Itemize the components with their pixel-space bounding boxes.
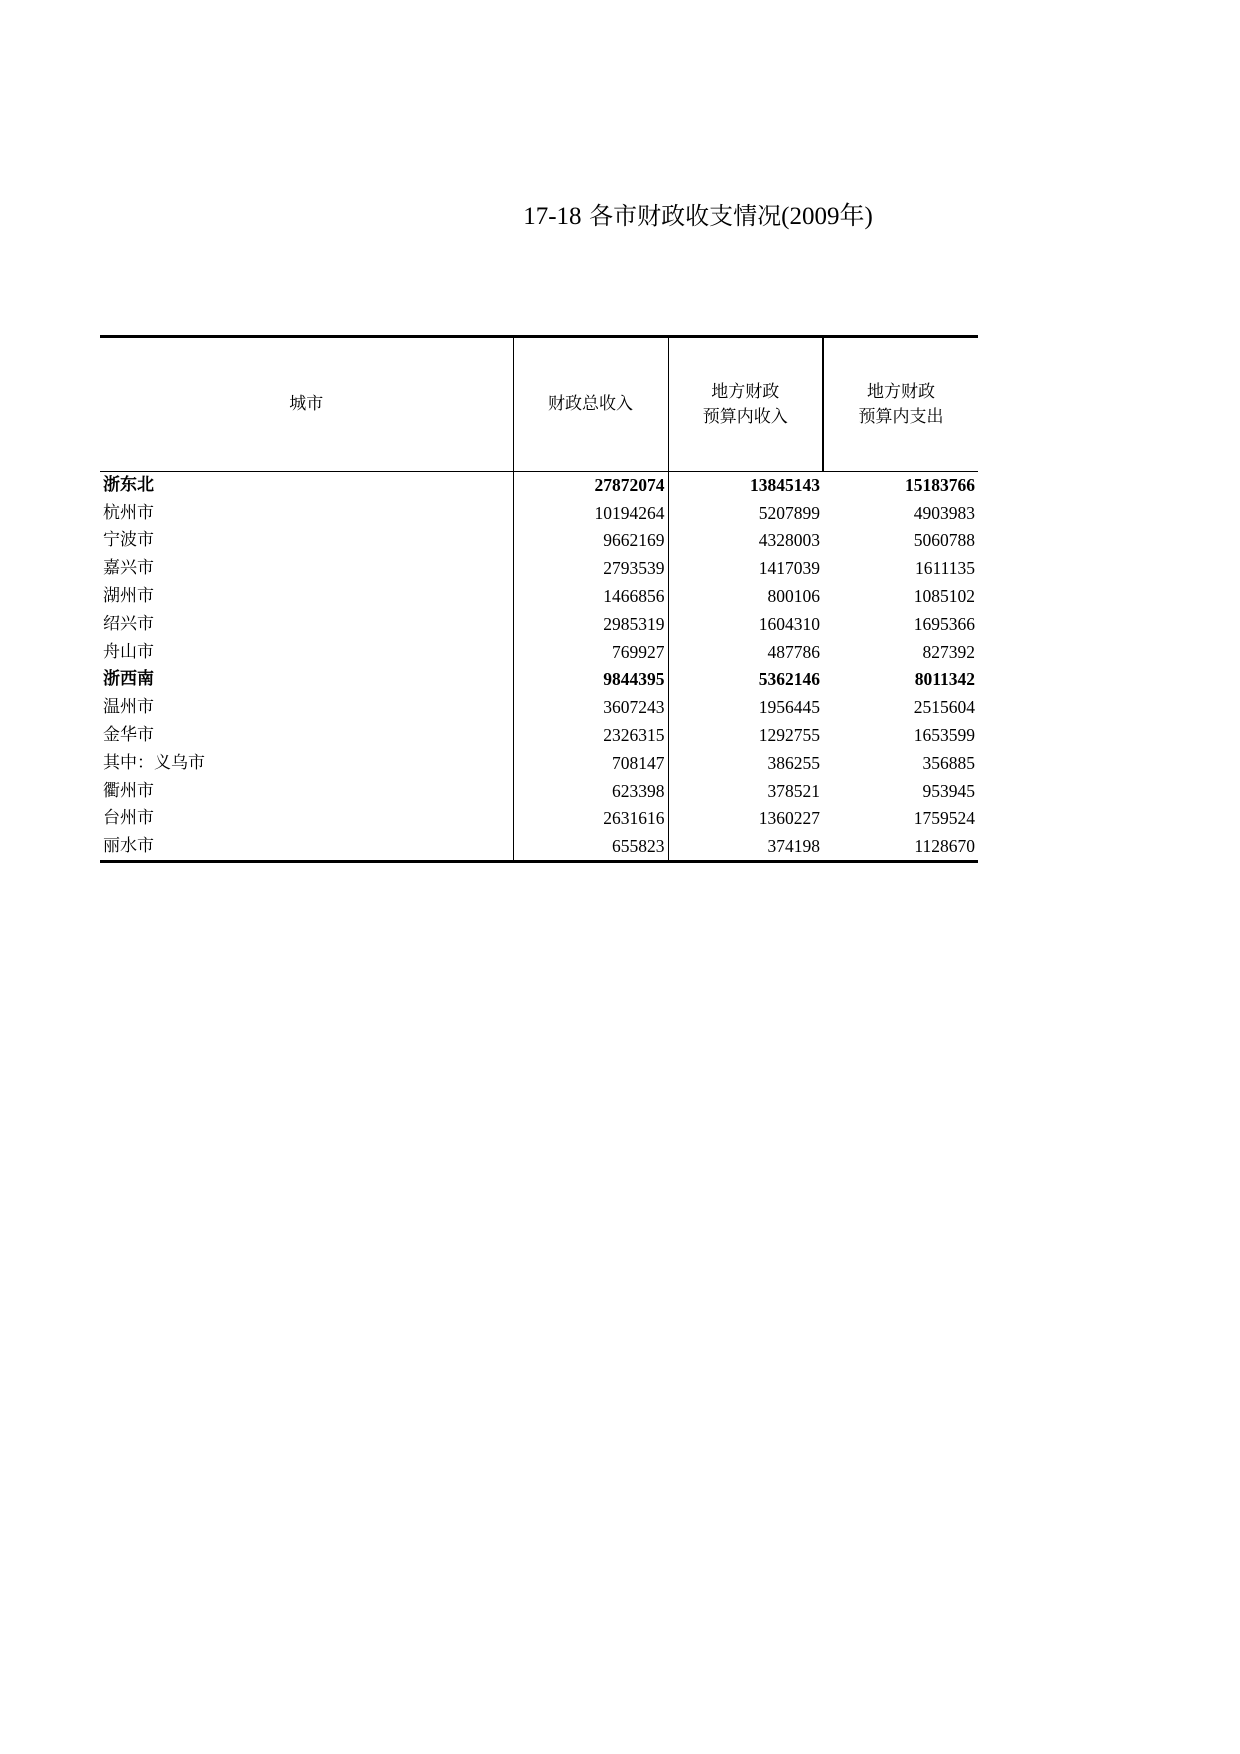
table-row <box>100 499 978 527</box>
cell-budget-expenditure: 15183766 <box>905 475 975 496</box>
cell-city: 其中：义乌市 <box>100 749 513 777</box>
cell-budget-expenditure: 953945 <box>922 780 975 801</box>
cell-city: 金华市 <box>100 722 513 750</box>
cell-budget-expenditure: 5060788 <box>913 530 975 551</box>
table-row-group <box>100 666 978 694</box>
cell-total-revenue: 3607243 <box>513 694 668 722</box>
table-row <box>100 527 978 555</box>
cell-city: 台州市 <box>100 805 513 833</box>
cell-city: 浙西南 <box>100 666 513 694</box>
cell-city: 绍兴市 <box>100 610 513 638</box>
cell-total-revenue: 9662169 <box>513 527 668 555</box>
cell-budget-revenue: 1360227 <box>758 808 820 829</box>
cell-total-revenue: 769927 <box>513 638 668 666</box>
table-number: 17-18 <box>523 203 582 230</box>
cell-budget-revenue: 487786 <box>767 641 820 662</box>
cell-budget-revenue: 5207899 <box>758 502 820 523</box>
cell-budget-expenditure: 1128670 <box>823 833 978 862</box>
table-body <box>100 472 978 862</box>
title-text: 各市财政收支情况 <box>589 202 782 230</box>
page-title <box>0 198 1240 235</box>
cell-city: 丽水市 <box>100 833 513 862</box>
cell-budget-expenditure: 1653599 <box>913 725 975 746</box>
cell-total-revenue: 2793539 <box>513 555 668 583</box>
cell-total-revenue: 1466856 <box>513 583 668 611</box>
header-total-revenue: 财政总收入 <box>513 337 668 472</box>
cell-total-revenue: 2326315 <box>513 722 668 750</box>
cell-city: 湖州市 <box>100 583 513 611</box>
cell-total-revenue: 708147 <box>513 749 668 777</box>
table-row <box>100 777 978 805</box>
cell-total-revenue: 655823 <box>513 833 668 862</box>
cell-budget-revenue: 378521 <box>767 780 820 801</box>
table-row <box>100 555 978 583</box>
header-city: 城市 <box>100 337 513 472</box>
table-row <box>100 610 978 638</box>
table-row <box>100 833 978 862</box>
cell-budget-revenue: 800106 <box>767 586 820 607</box>
header-budget-revenue-line1: 地方财政 <box>711 381 780 402</box>
cell-total-revenue: 623398 <box>513 777 668 805</box>
cell-budget-revenue: 1956445 <box>758 697 820 718</box>
cell-budget-revenue: 1417039 <box>758 558 820 579</box>
cell-budget-expenditure: 1695366 <box>913 613 975 634</box>
cell-budget-revenue: 4328003 <box>758 530 820 551</box>
title-year: (2009年) <box>781 203 873 230</box>
table-row <box>100 583 978 611</box>
table-row <box>100 805 978 833</box>
table-header <box>100 337 978 472</box>
fiscal-table <box>100 335 978 863</box>
cell-budget-expenditure: 8011342 <box>914 669 975 690</box>
cell-budget-expenditure: 1611135 <box>915 558 975 579</box>
header-budget-revenue-line2: 预算内收入 <box>702 406 788 427</box>
cell-budget-expenditure: 2515604 <box>913 697 975 718</box>
cell-city: 浙东北 <box>100 472 513 500</box>
table-row <box>100 722 978 750</box>
table-row <box>100 638 978 666</box>
cell-total-revenue: 27872074 <box>513 472 668 500</box>
cell-budget-revenue: 374198 <box>668 833 823 862</box>
cell-total-revenue: 9844395 <box>513 666 668 694</box>
cell-city: 嘉兴市 <box>100 555 513 583</box>
cell-budget-expenditure: 1085102 <box>913 586 975 607</box>
header-budget-expenditure-line1: 地方财政 <box>867 381 935 402</box>
cell-budget-revenue: 1604310 <box>758 613 820 634</box>
cell-budget-expenditure: 4903983 <box>913 502 975 523</box>
table-row <box>100 749 978 777</box>
table-row-group <box>100 472 978 500</box>
cell-budget-expenditure: 356885 <box>922 752 975 773</box>
cell-budget-revenue: 386255 <box>767 752 820 773</box>
cell-city: 杭州市 <box>100 499 513 527</box>
cell-total-revenue: 2985319 <box>513 610 668 638</box>
cell-budget-revenue: 13845143 <box>750 475 820 496</box>
cell-total-revenue: 2631616 <box>513 805 668 833</box>
cell-budget-revenue: 5362146 <box>758 669 820 690</box>
header-row <box>100 337 978 472</box>
header-budget-expenditure <box>823 337 978 472</box>
cell-total-revenue: 10194264 <box>513 499 668 527</box>
cell-city: 衢州市 <box>100 777 513 805</box>
header-budget-revenue <box>668 337 823 472</box>
cell-city: 舟山市 <box>100 638 513 666</box>
header-budget-expenditure-line2: 预算内支出 <box>858 406 944 427</box>
cell-budget-expenditure: 827392 <box>922 641 975 662</box>
cell-city: 宁波市 <box>100 527 513 555</box>
cell-budget-revenue: 1292755 <box>758 725 820 746</box>
cell-budget-expenditure: 1759524 <box>913 808 975 829</box>
cell-city: 温州市 <box>100 694 513 722</box>
table-row <box>100 694 978 722</box>
